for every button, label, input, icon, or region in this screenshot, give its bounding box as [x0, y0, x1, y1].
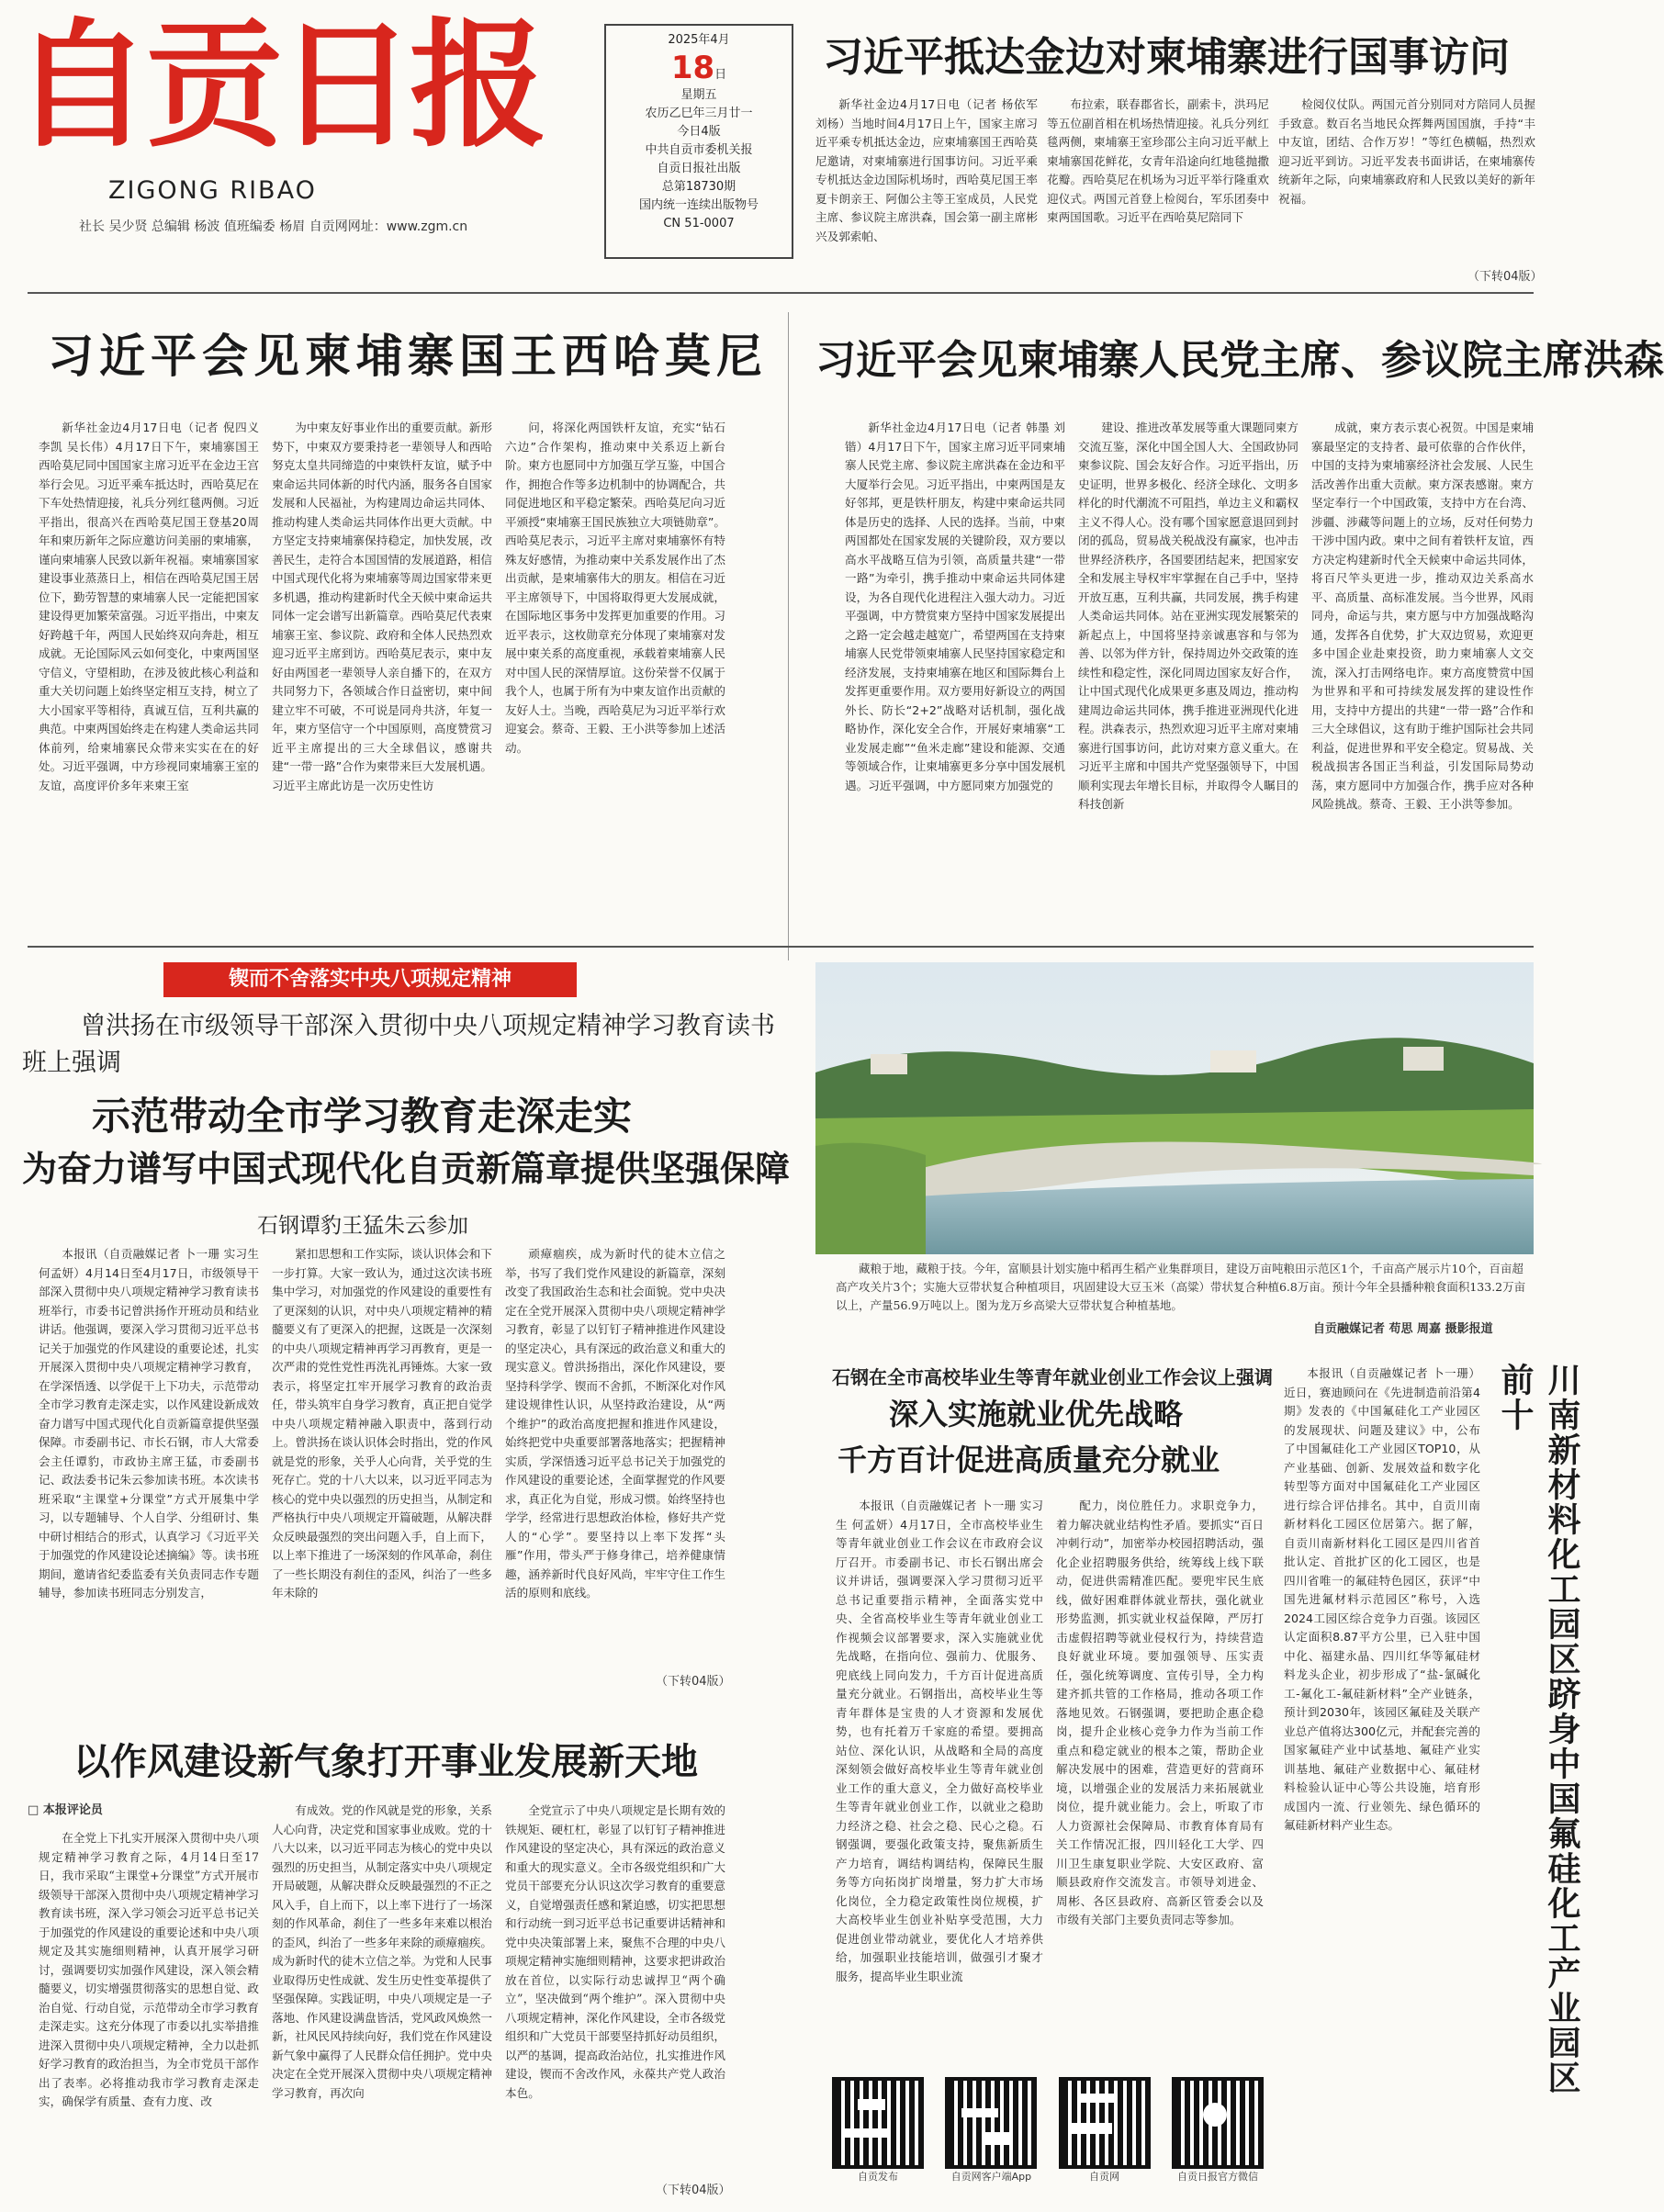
- qr-code-label: 自贡网客户端App: [950, 2171, 1032, 2183]
- issue-cn-label: 国内统一连续出版物号: [638, 198, 759, 212]
- qr-code-row: [832, 2077, 1264, 2196]
- article2-text-2: 为中柬友好事业作出的重要贡献。新形势下，中柬双方要秉持老一辈领导人和西哈努克太皇共同缔造的中柬铁杆友谊，赋予中柬命运共同体新的时代内涵，服务各自国家发展和人民福祉，为构建周边命运共同体、推动构建人类命运共同体作出更大贡献。中方坚定支持柬埔寨保持稳定，加快发展，改善民生，走符合本国国情的发展道路，相信中国式现代化将为柬埔寨等周边国家带来更多机遇，推动构建新时代全天候中柬命运共同体一定会谱写出新篇章。西哈莫尼代表柬埔寨王室、参议院、政府和全体人民热烈欢迎习近平主席到访。西哈莫尼表示，柬中友好由两国老一辈领导人亲自播下的，在双方共同努力下，各领域合作日益密切，柬中间建立牢不可破，不可说是同舟共济，年复一年，柬方坚信守一个中国原则，高度赞赏习近平主席提出的三大全球倡议，感谢共建“一带一路”合作为柬带来巨大发展机遇。习近平主席此访是一次历史性访: [272, 421, 492, 792]
- issue-year-month: 2025年4月: [668, 33, 730, 47]
- article5-tag-text: 本报评论员: [42, 1803, 103, 1817]
- issue-day-suffix: 日: [714, 68, 727, 82]
- article6-text-2: 配力，岗位胜任力。求职竞争力，着力解决就业结构性矛盾。要抓实“百日冲刺行动”，加密举办校园招聘活动，强化企业招聘服务供给，统筹线上线下联动，促进供需精准匹配。要兜牢民生底线，做好困难群体就业帮扶，强化就业形势监测，抓实就业权益保障，严厉打击虚假招聘等就业侵权行为，持续营造良好就业环境。要加强领导、压实责任，强化统筹调度、宣传引导，全力构建齐抓共管的工作格局，推动各项工作落地见效。石钢强调，要把助企惠企稳岗，提升企业核心竞争力作为当前工作重点和稳定就业的根本之策，帮助企业解决发展中的困难，营造更好的营商环境，以增强企业的发展活力来拓展就业岗位，提升就业能力。会上，听取了市人力资源社会保障局、市教育体育局有关工作情况汇报，四川轻化工大学、四川卫生康复职业学院、大安区政府、富顺县政府作交流发言。市领导刘进金、周彬、各区县政府、高新区管委会以及市级有关部门主要负责同志等参加。: [1056, 1499, 1264, 1926]
- article4-column-1: [39, 1245, 259, 1686]
- qr-code-icon: [1172, 2077, 1264, 2169]
- vertical-divider: [788, 312, 789, 960]
- article1-column-3: [1278, 95, 1535, 266]
- article7-text: 本报讯（自贡融媒记者 卜一珊）近日，赛迪顾问在《先进制造前沿第4期》发表的《中国氟硅化工产业园区的发展现状、问题及建议》中，公布了中国氟硅化工产业园区TOP10，从产业基础、创新、发展效益和数字化转型等方面对中国氟硅化工产业园区进行综合评估排名。其中，自贡川南新材料化工园区位居第六。据了解，自贡川南新材料化工园区是四川省首批认定、首批扩区的化工园区，也是四川省唯一的氟硅特色园区，获评“中国先进氟材料示范园区”称号，入选2024工园区综合竞争力百强。该园区认定面积8.87平方公里，已入驻中国中化、福建永晶、四川红华等氟硅材料龙头企业，初步形成了“盐-氯碱化工-氟化工-氟硅新材料”全产业链条，预计到2030年，该园区氟硅及关联产业总产值将达300亿元，并配套完善的国家氟硅产业中试基地、氟硅产业实训基地、氟硅产业数据中心、氟硅材料检验认证中心等公共设施，培育形成国内一流、行业领先、绿色循环的氟硅新材料产业生态。: [1284, 1366, 1480, 1832]
- issue-weekday: 星期五: [680, 88, 717, 102]
- article4-text-2: 紧扣思想和工作实际，谈认识体会和下一步打算。大家一致认为，通过这次读书班集中学习，对加强党的作风建设的重要性有了更深刻的认识，对中央八项规定精神的精髓要义有了更深入的把握，这既是一次深刻的中央八项规定精神再学习再教育，更是一次严肃的党性党性再洗礼再锤炼。大家一致表示，将坚定扛牢开展学习教育的政治责任，带头筑牢自身学习教育，真正把自觉学中央八项规定精神融入职责中，落到行动上。曾洪扬在谈认识体会时指出，党的作风就是党的形象，关乎人心向背，关乎党的生死存亡。党的十八大以来，以习近平同志为核心的党中央以强烈的历史担当，从制定和严格执行中央八项规定开篇破题，从解决群众反映最强烈的突出问题入手，自上而下，以上率下推进了一场深刻的作风革命，刹住了一些长期没有刹住的歪风，纠治了一些多年未除的: [272, 1247, 492, 1600]
- article4-subhead: 曾洪扬在市级领导干部深入贯彻中央八项规定精神学习教育读书班上强调: [22, 1012, 775, 1077]
- masthead-title: 自贡日报: [13, 5, 543, 166]
- issue-number: 总第18730期: [661, 180, 736, 194]
- article5-tag: □ 本报评论员: [28, 1803, 103, 1817]
- article7-headline: 川南新材料化工园区跻身中国氟硅化工产业园区前十: [1496, 1363, 1580, 2095]
- article5-column-3: [505, 1802, 725, 2173]
- article3-text-3: 成就，柬方表示衷心祝贺。中国是柬埔寨最坚定的支持者、最可依靠的合作伙伴，中国的支持为柬埔寨经济社会发展、人民生活改善作出重大贡献。柬方深表感谢。柬方坚定奉行一个中国政策，支持中方在台湾、涉疆、涉藏等问题上的立场，反对任何势力干涉中国内政。柬中之间有着铁杆友谊，西方决定构建新时代全天候柬中命运共同体，将百尺竿头更进一步，推动双边关系高水平、高质量、高标准发展。当今世界，风雨同舟，命运与共，柬方愿与中方加强战略沟通，发挥各自优势，扩大双边贸易，欢迎更多中国企业赴柬投资，助力柬埔寨人文交流，深入打击网络电诈。柬方高度赞赏中国为世界和平和可持续发展发挥的建设性作用，支持中方提出的共建“一带一路”合作和三大全球倡议，这有助于维护国际社会共同利益，促进世界和平安全稳定。贸易战、关税战损害各国正当利益，引发国际局势动荡，柬方愿同中方加强合作，携手应对各种风险挑战。蔡奇、王毅、王小洪等参加。: [1311, 421, 1534, 811]
- qr-code-label: 自贡发布: [858, 2171, 898, 2183]
- article3-column-3: [1311, 419, 1534, 960]
- article1-text-1: 新华社金边4月17日电（记者 杨依军 刘杨）当地时间4月17日上午，国家主席习近平乘专机抵达金边，应柬埔寨国王西哈莫尼邀请，对柬埔寨进行国事访问。习近平乘专机抵达金边国际机场时，西哈莫尼国王率夏卡朗亲王、阿伽公主等王室成员，人民党主席、参议院主席洪森，国会第一副主席彬兴及郭索帕、: [815, 97, 1038, 243]
- issue-cn: CN 51-0007: [663, 217, 735, 230]
- masthead-pinyin: ZIGONG RIBAO: [108, 176, 317, 205]
- article5-text-1: 在全党上下扎实开展深入贯彻中央八项规定精神学习教育之际，4月14日至17日，我市采取“主课堂+分课堂”方式开展市级领导干部深入贯彻中央八项规定精神学习教育读书班，深入学习领会习近平总书记关于加强党的作风建设的重要论述和中央八项规定及其实施细则精神，认真开展学习研讨，强调要切实加强作风建设，深入领会精髓要义，切实增强贯彻落实的思想自觉、政治自觉、行动自觉，示范带动全市学习教育走深走实。这充分体现了市委以扎实举措推进深入贯彻中央八项规定精神，全力以赴抓好学习教育的政治担当，为全市党员干部作出了表率。必将推动我市学习教育走深走实，确保学有质量、查有力度、改: [39, 1831, 259, 2108]
- article3-column-1: [845, 419, 1065, 960]
- issue-lunar: 农历乙巳年三月廿一: [645, 107, 753, 120]
- article4-jump: （下转04版）: [656, 1675, 731, 1689]
- article4-byline: 石钢谭豹王猛朱云参加: [257, 1214, 468, 1238]
- divider-rule: [28, 292, 1534, 294]
- article1-column-2: [1047, 95, 1269, 285]
- qr-code-item[interactable]: [832, 2077, 924, 2196]
- article6-text-1: 本报讯（自贡融媒记者 卜一珊 实习生 何孟妍）4月17日，全市高校毕业生等青年就业创业工作会议在市政府会议厅召开。市委副书记、市长石钢出席会议并讲话，强调要深入学习贯彻习近平总书记重要指示精神，全面落实党中央、全省高校毕业生等青年就业创业工作视频会议部署要求，深入实施就业优先战略，在指向位、强前力、优服务、兜底线上同向发力，千方百计促进高质量充分就业。石钢指出，高校毕业生等青年群体是宝贵的人才资源和发展优势，也有托着万千家庭的希望。要拥高站位、深化认识，从战略和全局的高度深刻领会做好高校毕业生等青年就业创业工作的重大意义，全力做好高校毕业生等青年就业创业工作，以就业之稳助力经济之稳、社会之稳、民心之稳。石钢强调，要强化政策支持，聚焦新质生产力培育，调结构调结构，保障民生服务等方向拓岗扩岗增量，努力扩大市场化岗位，全力稳定政策性岗位规模，扩大高校毕业生创业补贴享受范围，大力促进创业带动就业，要优化人才培养供给，加强职业技能培训，做强引才聚才服务，提高毕业生职业流: [836, 1499, 1043, 1983]
- issue-day: 18: [670, 50, 715, 86]
- issue-publisher: 自贡日报社出版: [657, 162, 741, 175]
- article2-text-3: 问，将深化两国铁杆友谊，充实“钻石六边”合作架构，推动柬中关系迈上新台阶。柬方也愿同中方加强互学互鉴，中国合作，拥抱合作等多边机制中的协调配合，共同促进地区和平稳定繁荣。西哈莫尼向习近平颁授“柬埔寨王国民族独立大项链勋章”。西哈莫尼表示，习近平主席对柬埔寨怀有特殊友好感情，为推动柬中关系发展作出了杰出贡献，是柬埔寨伟大的朋友。相信在习近平主席领导下，中国将取得更大发展成就，在国际地区事务中发挥更加重要的作用。习近平表示，这枚勋章充分体现了柬埔寨对发展中柬关系的高度重视，承载着柬埔寨人民对中国人民的深情厚谊。这份荣誉不仅属于我个人，也属于所有为中柬友谊作出贡献的友好人士。当晚，西哈莫尼为习近平举行欢迎宴会。蔡奇、王毅、王小洪等参加上述活动。: [505, 421, 725, 755]
- article4-column-2: [272, 1245, 492, 1686]
- article5-column-1: [39, 1829, 259, 2195]
- article2-column-2: [272, 419, 492, 960]
- article6-headline-2: 千方百计促进高质量充分就业: [838, 1443, 1220, 1477]
- article3-text-2: 建设、推进改革发展等重大课题同柬方交流互鉴，深化中国全国人大、全国政协同柬参议院、国会友好合作。习近平指出，历史证明，世界多极化、经济全球化、文明多样化的时代潮流不可阻挡，单边主义和霸权主义不得人心。没有哪个国家愿意退回到封闭的孤岛，贸易战关税战没有赢家，也冲击世界经济秩序，各国要团结起来，把国家安全和发展主导权牢牢掌握在自己手中，坚持开放互惠，互利共赢，共同发展，携手构建人类命运共同体。站在亚洲实现发展繁荣的新起点上，中国将坚持亲诚惠容和与邻为善、以邻为伴方针，保持周边外交政策的连续性和稳定性，深化同周边国家友好合作，让中国式现代化成果更多惠及周边，推动构建周边命运共同体，携手推进亚洲现代化进程。洪森表示，热烈欢迎习近平主席对柬埔寨进行国事访问，此访对柬方意义重大。在习近平主席和中国共产党坚强领导下，中国顺利实现去年增长目标，并取得令人瞩目的科技创新: [1078, 421, 1299, 811]
- article3-headline: 习近平会见柬埔寨人民党主席、参议院主席洪森: [815, 337, 1664, 384]
- article5-jump: （下转04版）: [656, 2184, 731, 2197]
- article2-text-1: 新华社金边4月17日电（记者 倪四义 李凯 吴长伟）4月17日下午，柬埔寨国王西哈莫尼同中国国家主席习近平在金边王宫举行会见。习近平乘车抵达时，西哈莫尼在下车处热情迎接，礼兵分列红毯两侧。习近平指出，很高兴在西哈莫尼国王登基20周年和柬历新年之际应邀访问美丽的柬埔寨，谨向柬埔寨人民致以新年祝福。柬埔寨国家建设事业蒸蒸日上，相信在西哈莫尼国王居位下，勤劳智慧的柬埔寨人民一定能把国家建设得更加繁荣富强。习近平指出，中柬友好跨越千年，两国人民始终双向奔赴，相互成就。无论国际风云如何变化，中柬两国坚守信义，守望相助，在涉及彼此核心利益和重大关切问题上始终坚定相互支持，树立了大小国家平等相待，真诚互信，互利共赢的典范。中柬两国始终走在构建人类命运共同体前列，给柬埔寨民众带来实实在在的好处。习近平强调，中方珍视同柬埔寨王室的友谊，高度评价多年来柬王室: [39, 421, 259, 792]
- qr-code-icon: [1059, 2077, 1151, 2169]
- article3-column-2: [1078, 419, 1299, 960]
- qr-code-label: 自贡日报官方微信: [1176, 2171, 1258, 2183]
- qr-code-item[interactable]: [945, 2077, 1037, 2196]
- photo-caption: 藏粮于地，藏粮于技。今年，富顺县计划实施中稻再生稻产业集群项目，建设万亩吨粮田示范区1个，千亩高产展示片10个，百亩超高产攻关片3个；实施大豆带状复合种植项目，巩固建设大豆玉米（高粱）带状复合种植6.8万亩。预计今年全县播种粮食面积133.2万亩以上，产量56.9万吨以上。图为龙万乡高梁大豆带状复合种植基地。: [836, 1262, 1526, 1312]
- topic-banner: 锲而不舍落实中央八项规定精神: [163, 962, 577, 997]
- qr-code-label: 自贡网: [1089, 2171, 1120, 2183]
- article5-text-3: 全党宣示了中央八项规定是长期有效的铁规矩、硬杠杠，彰显了以钉钉子精神推进作风建设的坚定决心，具有深远的政治意义和重大的现实意义。全市各级党组织和广大党员干部要充分认识这次学习教育的重要意义，自觉增强责任感和紧迫感，切实把思想和行动统一到习近平总书记重要讲话精神和党中央决策部署上来，聚焦不合理的中央八项规定精神实施细则精神，这要求把讲政治放在首位，以实际行动忠诚捍卫“两个确立”，坚决做到“两个维护”。深入贯彻中央八项规定精神，深化作风建设，全市各级党组织和广大党员干部要坚持抓好动员组织，以严的基调，提高政治站位，扎实推进作风建设，锲而不舍改作风，永葆共产党人政治本色。: [505, 1803, 725, 2100]
- article2-column-3: [505, 419, 725, 960]
- article6-headline-1: 深入实施就业优先战略: [889, 1397, 1184, 1432]
- article5-headline: 以作风建设新气象打开事业发展新天地: [73, 1741, 698, 1783]
- farmland-photo: [815, 962, 1534, 1254]
- farmland-photo-svg: [815, 962, 1534, 1254]
- qr-code-icon: [945, 2077, 1037, 2169]
- issue-pages: 今日4版: [677, 125, 721, 139]
- issue-info-box: [604, 24, 793, 259]
- article4-headline-1: 示范带动全市学习教育走深走实: [92, 1094, 633, 1139]
- article4-text-3: 顽瘴痼疾，成为新时代的徒木立信之举，书写了我们党作风建设的新篇章，深刻改变了我国政治生态和社会面貌。党中央决定在全党开展深入贯彻中央八项规定精神学习教育，彰显了以钉钉子精神推进作风建设的坚定决心，具有深远的政治意义和重大的现实意义。曾洪扬指出，深化作风建设，要坚持科学学、锲而不舍抓，不断深化对作风建设规律性认识，从坚持政治建设，从“两个维护”的政治高度把握和推进作风建设，始终把党中央重要部署落地落实；把握精神实质，学深悟透习近平总书记关于加强党的作风建设的重要论述，全面掌握党的作风要求，真正化为自觉，形成习惯。始终坚持也学学，经常进行思想政治体检，修好共产党人的“心学”。要坚持以上率下发挥“头雁”作用，带头严于修身律己，培养健康情趣，涵养新时代良好风尚，牢牢守住工作生活的原则和底线。: [505, 1247, 725, 1600]
- article2-headline: 习近平会见柬埔寨国王西哈莫尼: [48, 330, 768, 383]
- issue-sponsor: 中共自贡市委机关报: [645, 143, 753, 157]
- article2-column-1: [39, 419, 259, 960]
- article4-text-1: 本报讯（自贡融媒记者 卜一珊 实习生 何孟妍）4月14日至4月17日，市级领导干部深入贯彻中央八项规定精神学习教育读书班举行，市委书记曾洪扬作开班动员和结业讲话。他强调，要深入学习贯彻习近平总书记关于加强党的作风建设的重要论述，扎实开展深入贯彻中央八项规定精神学习教育，在学深悟透、以学促干上下功夫，示范带动全市学习教育走深走实，以作风建设新成效奋力谱写中国式现代化自贡新篇章提供坚强保障。市委副书记、市长石钢，市人大常委会主任谭豹，市政协主席王猛，市委副书记、政法委书记朱云参加读书班。本次读书班采取“主课堂+分课堂”方式开展集中学习，以专题辅导、个人自学、分组研讨、集中研讨相结合的形式，认真学习《习近平关于加强党的作风建设论述摘编》等。读书班期间，邀请省纪委监委有关负责同志作专题辅导，参加读书班同志分别发言，: [39, 1247, 259, 1600]
- article4-column-3: [505, 1245, 725, 1667]
- photo-credit: 自贡融媒记者 苟思 周嘉 摄影报道: [1313, 1322, 1493, 1336]
- article3-text-1: 新华社金边4月17日电（记者 韩墨 刘锴）4月17日下午，国家主席习近平同柬埔寨人民党主席、参议院主席洪森在金边和平大厦举行会见。习近平指出，中柬两国是友好邻邦，更是铁杆朋友，构建中柬命运共同体是历史的选择、人民的选择。当前，中柬两国都处在国家发展的关键阶段，双方要以高水平战略互信为引领，高质量共建“一带一路”为牵引，携手推动中柬命运共同体建设，为各自现代化进程注入强大动力。习近平强调，中方赞赏柬方坚持中国家发展提出之路一定会越走越宽广，希望两国在支持柬埔寨人民党带领柬埔寨人民坚持国家稳定和经济发展，支持柬埔寨在地区和国际舞台上发挥更重要作用。双方要用好新设立的两国外长、防长“2+2”战略对话机制，强化战略协作，深化安全合作，开展好柬埔寨“工业发展走廊”“鱼米走廊”建设和能源、交通等领域合作，让柬埔寨更多分享中国发展机遇。习近平强调，中方愿同柬方加强党的: [845, 421, 1065, 792]
- article6-column-2: [1056, 1497, 1264, 2057]
- article1-text-3: 检阅仪仗队。两国元首分别同对方陪同人员握手致意。数百名当地民众挥舞两国国旗，手持“丰中友谊，团结、合作万岁！”等红色横幅，热烈欢迎习近平到访。习近平发表书面讲话，在柬埔寨传统新年之际，向柬埔寨政府和人民致以美好的新年祝福。: [1278, 97, 1535, 206]
- qr-code-icon: [832, 2077, 924, 2169]
- qr-code-item[interactable]: [1172, 2077, 1264, 2196]
- article5-column-2: [272, 1802, 492, 2195]
- masthead-staff: 社长 吴少贤 总编辑 杨波 值班编委 杨眉 自贡网网址：www.zgm.cn: [79, 219, 468, 234]
- article6-subhead: 石钢在全市高校毕业生等青年就业创业工作会议上强调: [832, 1366, 1273, 1388]
- article1-headline: 习近平抵达金边对柬埔寨进行国事访问: [823, 34, 1510, 81]
- article6-column-1: [836, 1497, 1043, 2057]
- article1-jump: （下转04版）: [1467, 270, 1543, 284]
- article7-column: [1284, 1364, 1480, 2191]
- divider-rule-2: [28, 946, 1534, 948]
- article1-column-1: [815, 95, 1038, 285]
- article5-text-2: 有成效。党的作风就是党的形象，关系人心向背，决定党和国家事业成败。党的十八大以来，以习近平同志为核心的党中央以强烈的历史担当，从制定落实中央八项规定开局破题，从解决群众反映最强烈的不正之风入手，自上而下，以上率下进行了一场深刻的作风革命，刹住了一些多年来难以根治的歪风，纠治了一些多年来除的顽瘴痼疾。成为新时代的徒木立信之举。为党和人民事业取得历史性成就、发生历史性变革提供了坚强保障。实践证明，中央八项规定是一子落地、作风建设满盘皆活，党风政风焕然一新，社风民风持续向好，我们党在作风建设新气象中赢得了人民群众信任拥护。党中央决定在全党开展深入贯彻中央八项规定精神学习教育，再次向: [272, 1803, 492, 2100]
- article1-text-2: 布拉索，联春郡省长，副索卡，洪玛尼等五位副首相在机场热情迎接。礼兵分列红毯两侧，柬埔寨王室珍邵公主向习近平献上柬埔寨国花鲜花，女青年沿途向红地毯抛撒花瓣。西哈莫尼在机场为习近平举行隆重欢迎仪式。两国元首登上检阅台，军乐团奏中柬两国国歌。习近平在西哈莫尼陪同下: [1047, 97, 1269, 224]
- qr-code-item[interactable]: [1059, 2077, 1151, 2196]
- article4-headline-2: 为奋力谱写中国式现代化自贡新篇章提供坚强保障: [22, 1149, 791, 1189]
